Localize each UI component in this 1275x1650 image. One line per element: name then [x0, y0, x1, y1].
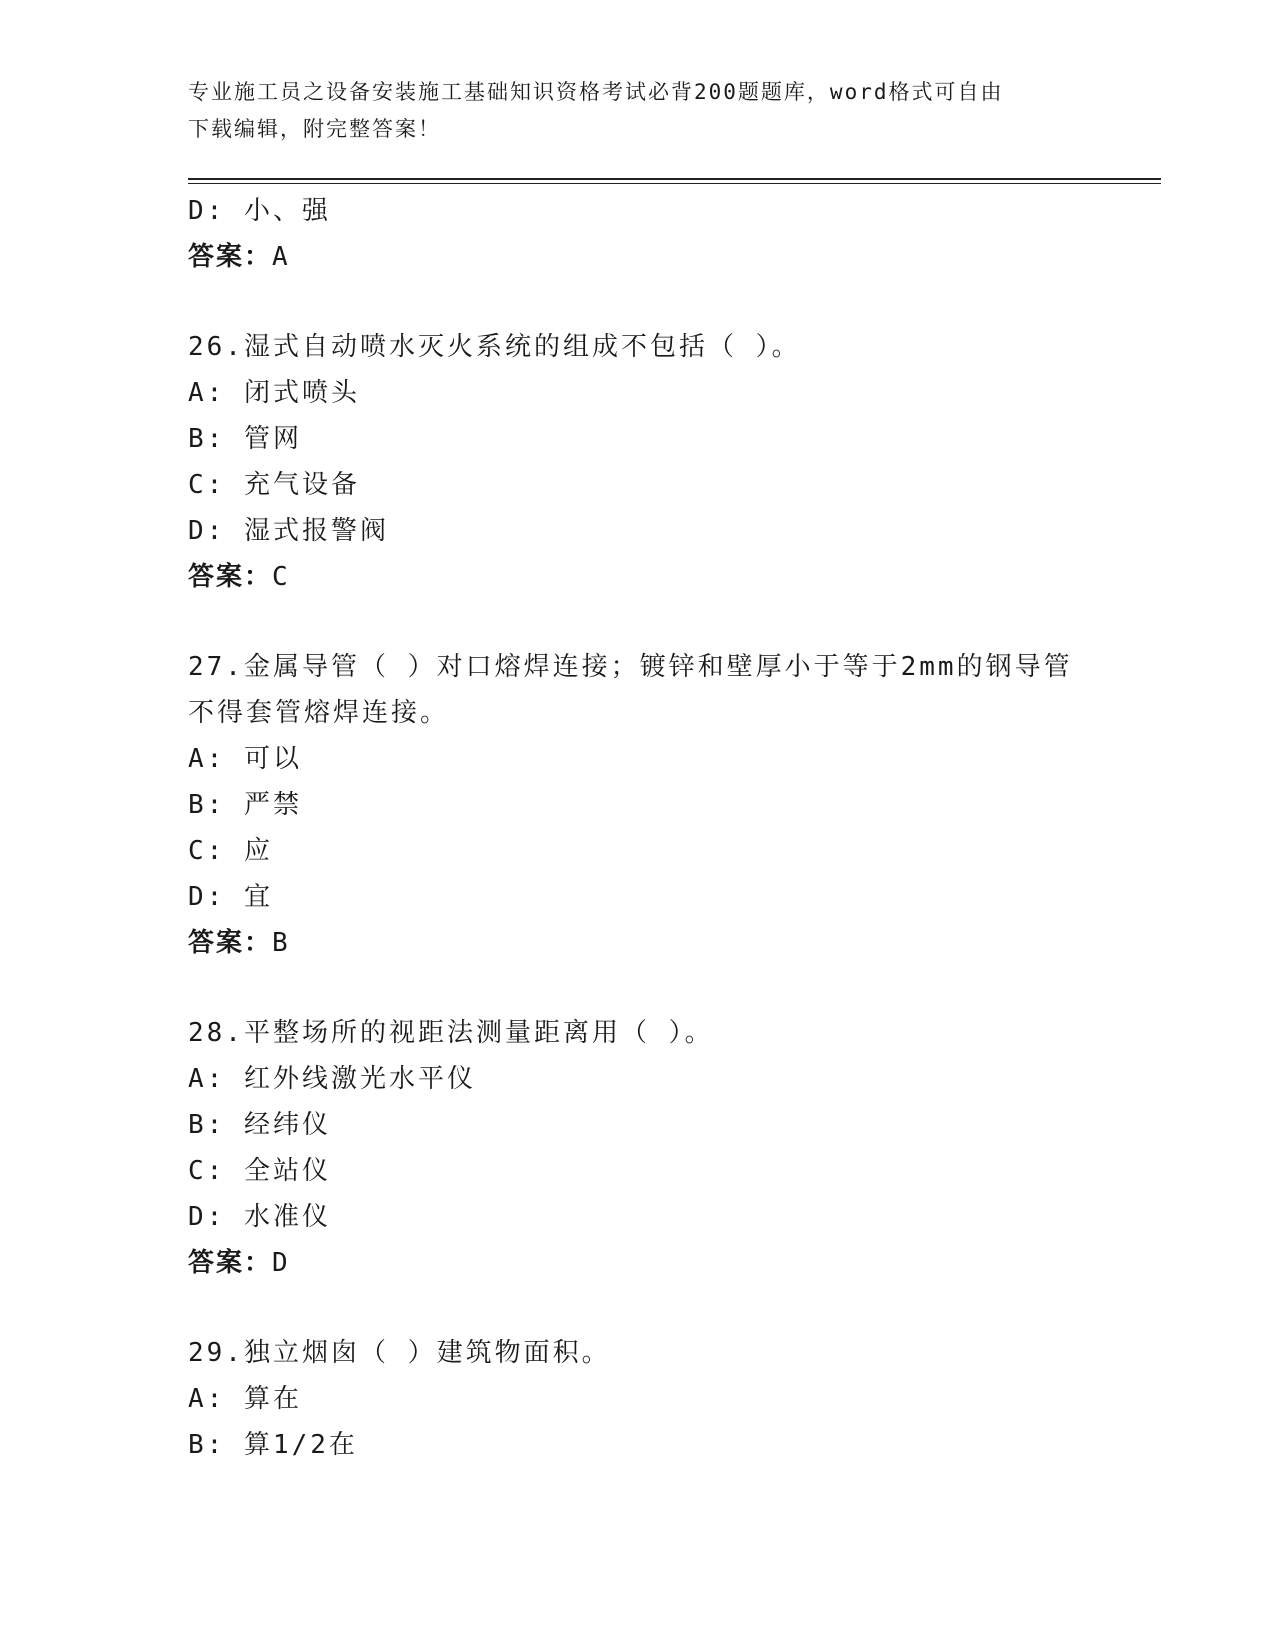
- option-a: A: 红外线激光水平仪: [188, 1064, 476, 1094]
- question-list: [188, 188, 1128, 1468]
- answer-label: 答案：: [188, 562, 273, 592]
- answer-value: B: [272, 928, 290, 958]
- option-a: A: 算在: [188, 1384, 302, 1414]
- option-d: D: 宜: [188, 882, 273, 912]
- option-c: C: 应: [188, 836, 273, 866]
- answer-value: D: [272, 1248, 290, 1278]
- spacer: [188, 966, 1128, 1010]
- header-divider-thick: [188, 178, 1161, 180]
- document-header: [188, 74, 1088, 148]
- answer-value: C: [272, 562, 290, 592]
- spacer: [188, 600, 1128, 644]
- question-stem: 27.金属导管（ ）对口熔焊连接；镀锌和壁厚小于等于2mm的钢导管: [188, 652, 1073, 682]
- spacer: [188, 1286, 1128, 1330]
- answer-line: [188, 1240, 1128, 1286]
- answer-value: A: [272, 242, 290, 272]
- header-line-2: 下载编辑，附完整答案！: [188, 117, 441, 141]
- answer-line: [188, 234, 1128, 280]
- question-stem: 28.平整场所的视距法测量距离用（ ）。: [188, 1018, 714, 1048]
- option-d: D: 水准仪: [188, 1202, 331, 1232]
- question-stem: 29.独立烟囱（ ）建筑物面积。: [188, 1338, 611, 1368]
- answer-line: [188, 920, 1128, 966]
- question-stem: 26.湿式自动喷水灭火系统的组成不包括（ ）。: [188, 332, 801, 362]
- spacer: [188, 280, 1128, 324]
- option-b: B: 算1/2在: [188, 1430, 358, 1460]
- answer-label: 答案：: [188, 928, 273, 958]
- question-stem-continued: 不得套管熔焊连接。: [188, 698, 450, 728]
- header-line-1: 专业施工员之设备安装施工基础知识资格考试必背200题题库，word格式可自由: [188, 80, 1004, 104]
- option-b: B: 严禁: [188, 790, 302, 820]
- option-a: A: 闭式喷头: [188, 378, 360, 408]
- option-a: A: 可以: [188, 744, 302, 774]
- answer-label: 答案：: [188, 1248, 273, 1278]
- option-b: B: 经纬仪: [188, 1110, 331, 1140]
- answer-label: 答案：: [188, 242, 273, 272]
- option-c: C: 全站仪: [188, 1156, 331, 1186]
- option-b: B: 管网: [188, 424, 302, 454]
- option-c: C: 充气设备: [188, 470, 360, 500]
- answer-line: [188, 554, 1128, 600]
- option-d: D: 小、强: [188, 196, 331, 226]
- header-divider-thin: [188, 183, 1161, 184]
- option-d: D: 湿式报警阀: [188, 516, 389, 546]
